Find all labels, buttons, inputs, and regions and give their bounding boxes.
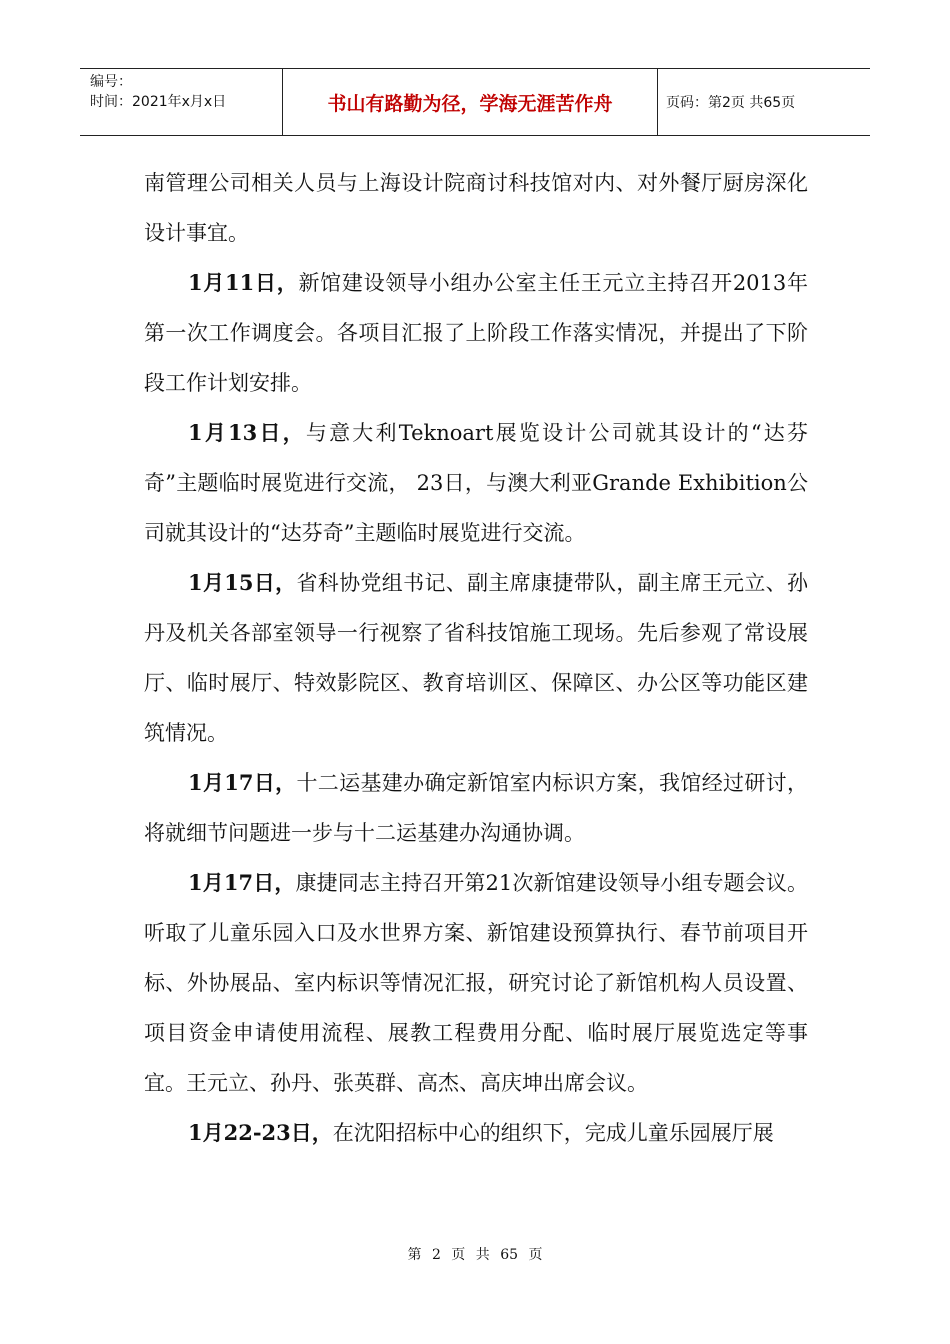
paragraph-text: 在沈阳招标中心的组织下，完成儿童乐园展厅展 <box>332 1121 774 1145</box>
document-time-label: 时间：2021年x月x日 <box>90 94 227 110</box>
paragraph <box>144 858 808 1108</box>
paragraph <box>144 558 808 758</box>
page-footer: 第 2 页 共 65 页 <box>407 1247 543 1263</box>
header-meta <box>80 69 283 135</box>
paragraph <box>144 758 808 858</box>
paragraph-date: 1月13日， <box>188 420 306 445</box>
document-number-label: 编号： <box>90 74 132 90</box>
paragraph-text: 南管理公司相关人员与上海设计院商讨科技馆对内、对外餐厅厨房深化设计事宜。 <box>144 171 808 245</box>
paragraph-text: 省科协党组书记、副主席康捷带队，副主席王元立、孙丹及机关各部室领导一行视察了省科技馆施工现场。先后参观了常设展厅、临时展厅、特效影院区、教育培训区、保障区、办公区等功能区建筑情况。 <box>144 571 809 745</box>
header-page-info: 页码：第2页 共65页 <box>666 95 796 111</box>
paragraph-text: 新馆建设领导小组办公室主任王元立主持召开2013年第一次工作调度会。各项目汇报了上阶段工作落实情况，并提出了下阶段工作计划安排。 <box>144 271 808 395</box>
paragraph <box>144 1108 808 1158</box>
paragraph-date: 1月17日， <box>188 770 297 795</box>
paragraph <box>144 258 808 408</box>
page-header <box>80 68 870 136</box>
header-motto: 书山有路勤为径，学海无涯苦作舟 <box>283 69 658 135</box>
paragraph <box>144 158 808 258</box>
paragraph-date: 1月22-23日， <box>188 1120 333 1145</box>
document-body <box>144 158 808 1158</box>
paragraph-date: 1月17日， <box>188 870 296 895</box>
paragraph-text: 十二运基建办确定新馆室内标识方案，我馆经过研讨，将就细节问题进一步与十二运基建办沟通协调。 <box>144 771 809 845</box>
paragraph-date: 1月15日， <box>188 570 297 595</box>
paragraph <box>144 408 808 558</box>
paragraph-date: 1月11日， <box>188 270 299 295</box>
paragraph-text: 康捷同志主持召开第21次新馆建设领导小组专题会议。听取了儿童乐园入口及水世界方案、新馆建设预算执行、春节前项目开标、外协展品、室内标识等情况汇报，研究讨论了新馆机构人员设置、项目资金申请使用流程、展教工程费用分配、临时展厅展览选定等事宜。王元立、孙丹、张英群、高杰、高庆坤出席会议。 <box>144 871 808 1095</box>
paragraph-text: 与意大利Teknoart展览设计公司就其设计的“达芬奇”主题临时展览进行交流， 23日，与澳大利亚Grande Exhibition公司就其设计的“达芬奇”主题临时展览进行交流。 <box>144 421 808 545</box>
